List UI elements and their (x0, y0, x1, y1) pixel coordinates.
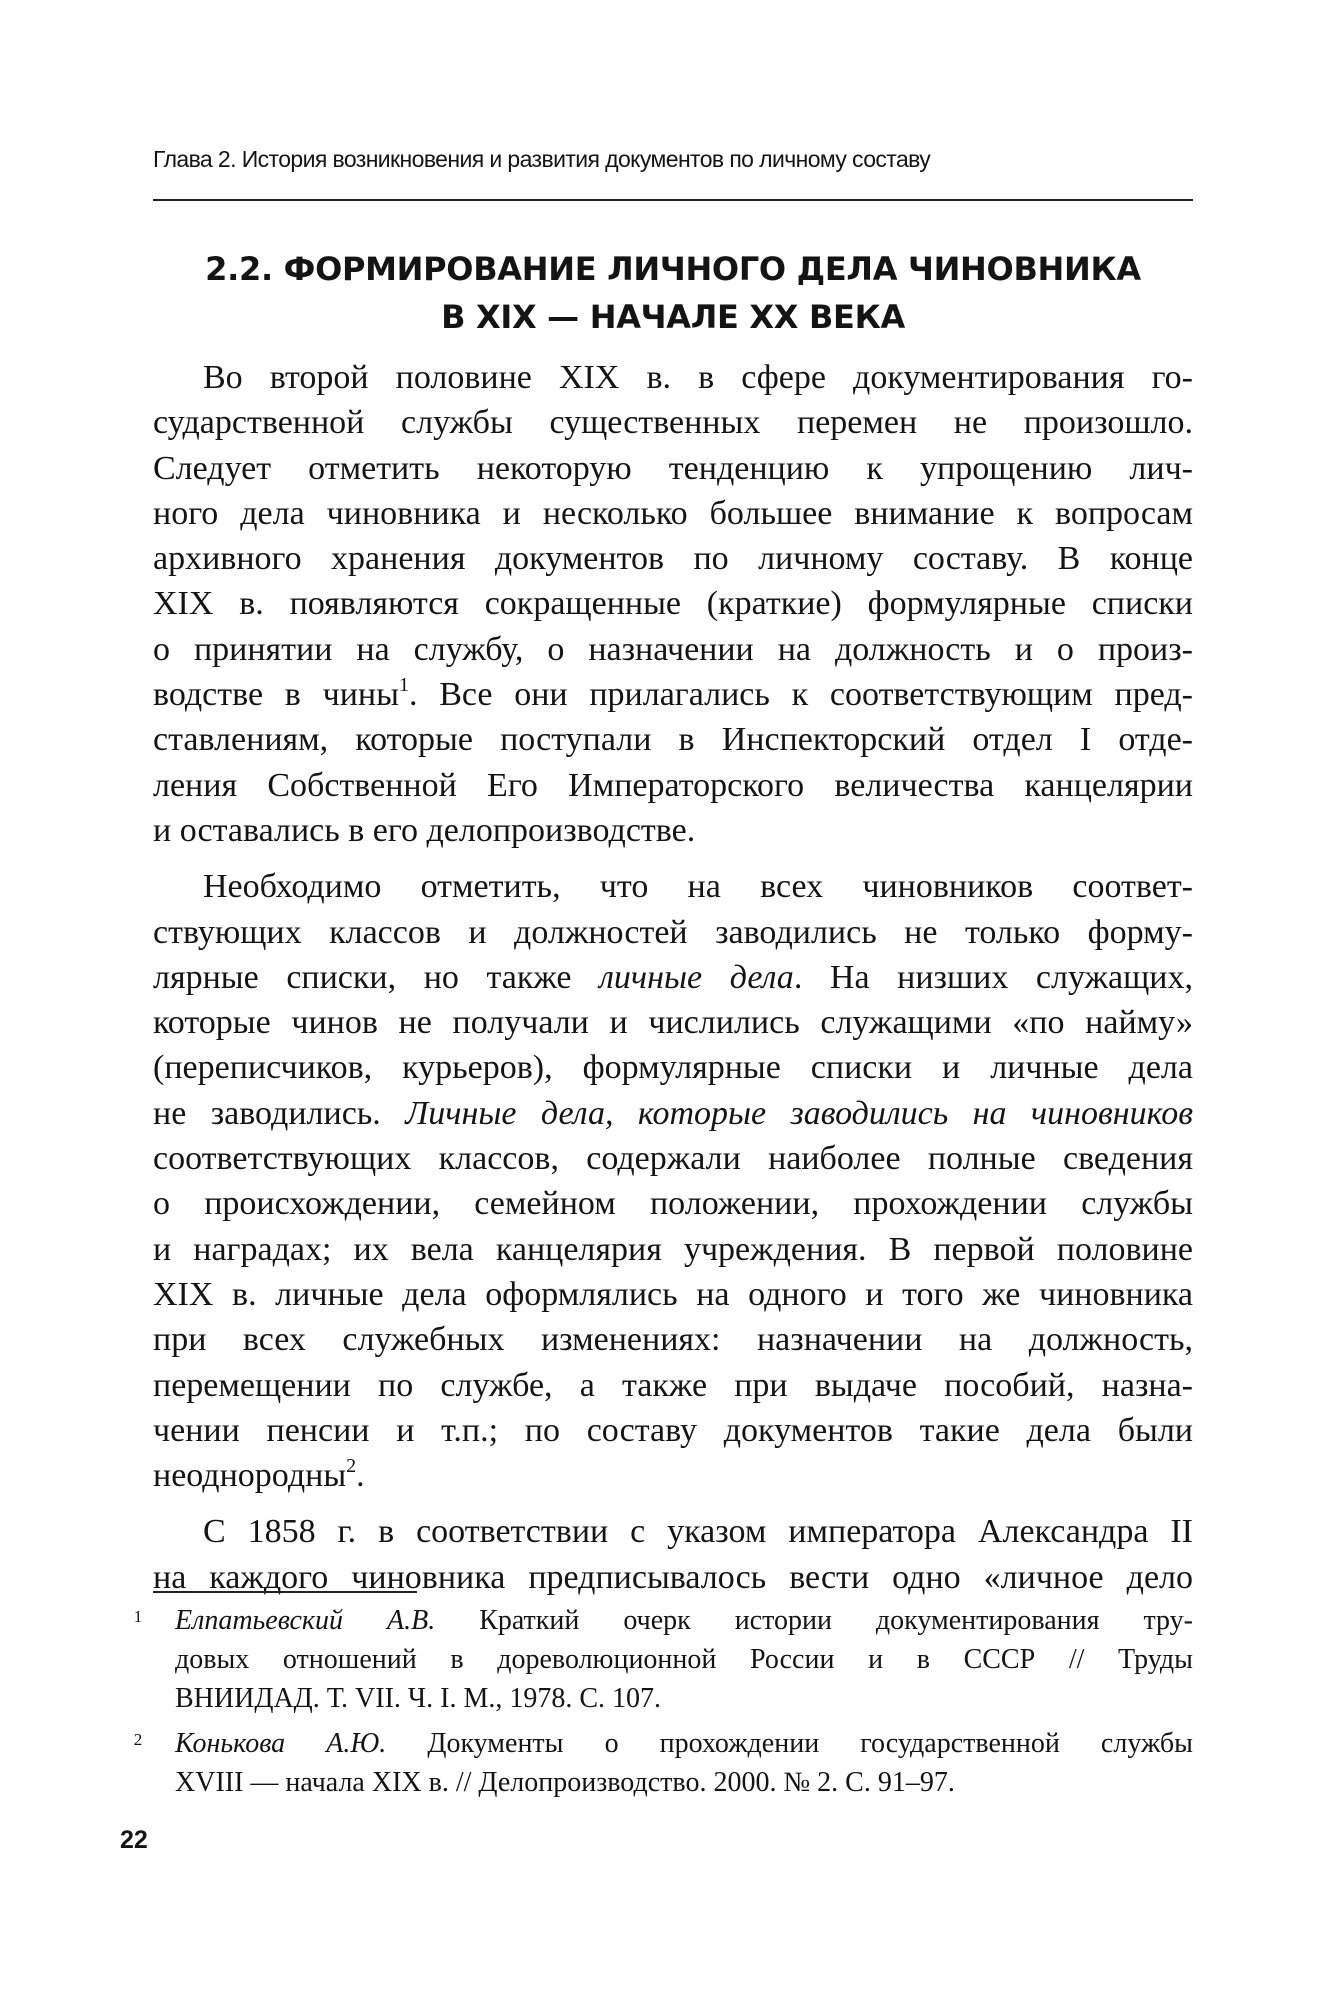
text-line: (переписчиков, курьеров), формулярные списки и личные дела (153, 1049, 1193, 1087)
footnote-number: 2 (133, 1730, 143, 1749)
text-line: и оставались в его делопроизводстве. (153, 811, 696, 849)
italic-term: личные дела (599, 958, 794, 996)
text-line: перемещении по службе, а также при выдаче пособий, назна- (153, 1366, 1193, 1404)
footnote-ref-1[interactable]: 1 (398, 674, 409, 697)
footnote-line: XVIII — начала XIX в. // Делопроизводство. 2000. № 2. С. 91–97. (175, 1767, 955, 1798)
footnote-line (175, 1724, 1193, 1763)
footnote-ref-2[interactable]: 2 (346, 1455, 357, 1478)
text-line (153, 955, 1193, 1000)
footnote-author: Конькова А.Ю. (175, 1728, 387, 1759)
section-title (153, 245, 1193, 341)
text-fragment: не заводились. (153, 1094, 406, 1132)
footnote-1 (133, 1601, 1193, 1718)
footnote-rule (153, 1591, 417, 1593)
section-title-line-1: 2.2. ФОРМИРОВАНИЕ ЛИЧНОГО ДЕЛА ЧИНОВНИКА (205, 250, 1141, 288)
text-line: чении пенсии и т.п.; по составу документов такие дела были (153, 1411, 1193, 1449)
section-title-line-2: В XIX — НАЧАЛЕ XX ВЕКА (441, 298, 905, 336)
text-line: ления Собственной Его Императорского величества канцелярии (153, 766, 1193, 804)
text-line (153, 672, 1193, 717)
text-fragment: . (356, 1457, 365, 1495)
text-fragment: неоднородны (153, 1457, 347, 1495)
text-line: о принятии на службу, о назначении на должность и о произ- (153, 630, 1193, 668)
text-line: Необходимо отметить, что на всех чиновников соответ- (203, 868, 1193, 906)
body-text (153, 355, 1193, 1600)
text-line: на каждого чиновника предписывалось вести одно «личное дело (153, 1558, 1193, 1596)
paragraph-3 (153, 1509, 1193, 1600)
text-line: и наградах; их вела канцелярия учреждения. В первой половине (153, 1230, 1193, 1268)
page-number: 22 (120, 1826, 148, 1854)
text-line: ставлениям, которые поступали в Инспекторский отдел I отде- (153, 721, 1193, 759)
text-fragment: . На низших служащих, (793, 958, 1193, 996)
text-line: ного дела чиновника и несколько большее внимание к вопросам (153, 494, 1193, 532)
footnote-author: Елпатьевский А.В. (175, 1605, 436, 1636)
footnote-line: ВНИИДАД. Т. VII. Ч. I. М., 1978. С. 107. (175, 1683, 662, 1714)
text-fragment: . Все они прилагались к соответствующим пред- (408, 676, 1193, 714)
text-line (153, 1091, 1193, 1136)
text-line: о происхождении, семейном положении, прохождении службы (153, 1185, 1193, 1223)
text-line: которые чинов не получали и числились служащими «по найму» (153, 1004, 1193, 1042)
text-line: соответствующих классов, содержали наиболее полные сведения (153, 1140, 1193, 1178)
text-fragment: водстве в чины (153, 676, 399, 714)
footnotes (133, 1601, 1193, 1802)
text-fragment: лярные списки, но также (153, 958, 600, 996)
text-line: Во второй половине XIX в. в сфере документирования го- (203, 359, 1193, 396)
text-line: архивного хранения документов по личному составу. В конце (153, 540, 1193, 578)
text-line (153, 1453, 1193, 1498)
text-fragment: Документы о прохождении государственной службы (386, 1728, 1193, 1759)
footnote-2 (133, 1724, 1193, 1802)
text-line: ствующих классов и должностей заводились не только форму- (153, 913, 1193, 951)
italic-emphasis: Личные дела, которые заводились на чиновников (405, 1094, 1194, 1132)
text-line: XIX в. появляются сокращенные (краткие) формулярные списки (153, 585, 1193, 623)
paragraph-2 (153, 864, 1193, 1498)
footnote-line: довых отношений в дореволюционной России и в СССР // Труды (175, 1644, 1193, 1675)
text-line: Следует отметить некоторую тенденцию к упрощению лич- (153, 449, 1193, 487)
footnote-line (175, 1601, 1193, 1640)
text-fragment: Краткий очерк истории документирования тру- (435, 1605, 1193, 1636)
header-rule (153, 199, 1193, 201)
paragraph-1 (153, 355, 1193, 853)
footnote-number: 1 (133, 1607, 143, 1626)
text-line: XIX в. личные дела оформлялись на одного и того же чиновника (153, 1275, 1193, 1313)
text-line: при всех служебных изменениях: назначении на должность, (153, 1321, 1193, 1359)
running-head: Глава 2. История возникновения и развития документов по личному составу (153, 146, 931, 172)
text-line: С 1858 г. в соответствии с указом императора Александра II (203, 1513, 1193, 1551)
text-line: сударственной службы существенных перемен не произошло. (153, 404, 1193, 442)
